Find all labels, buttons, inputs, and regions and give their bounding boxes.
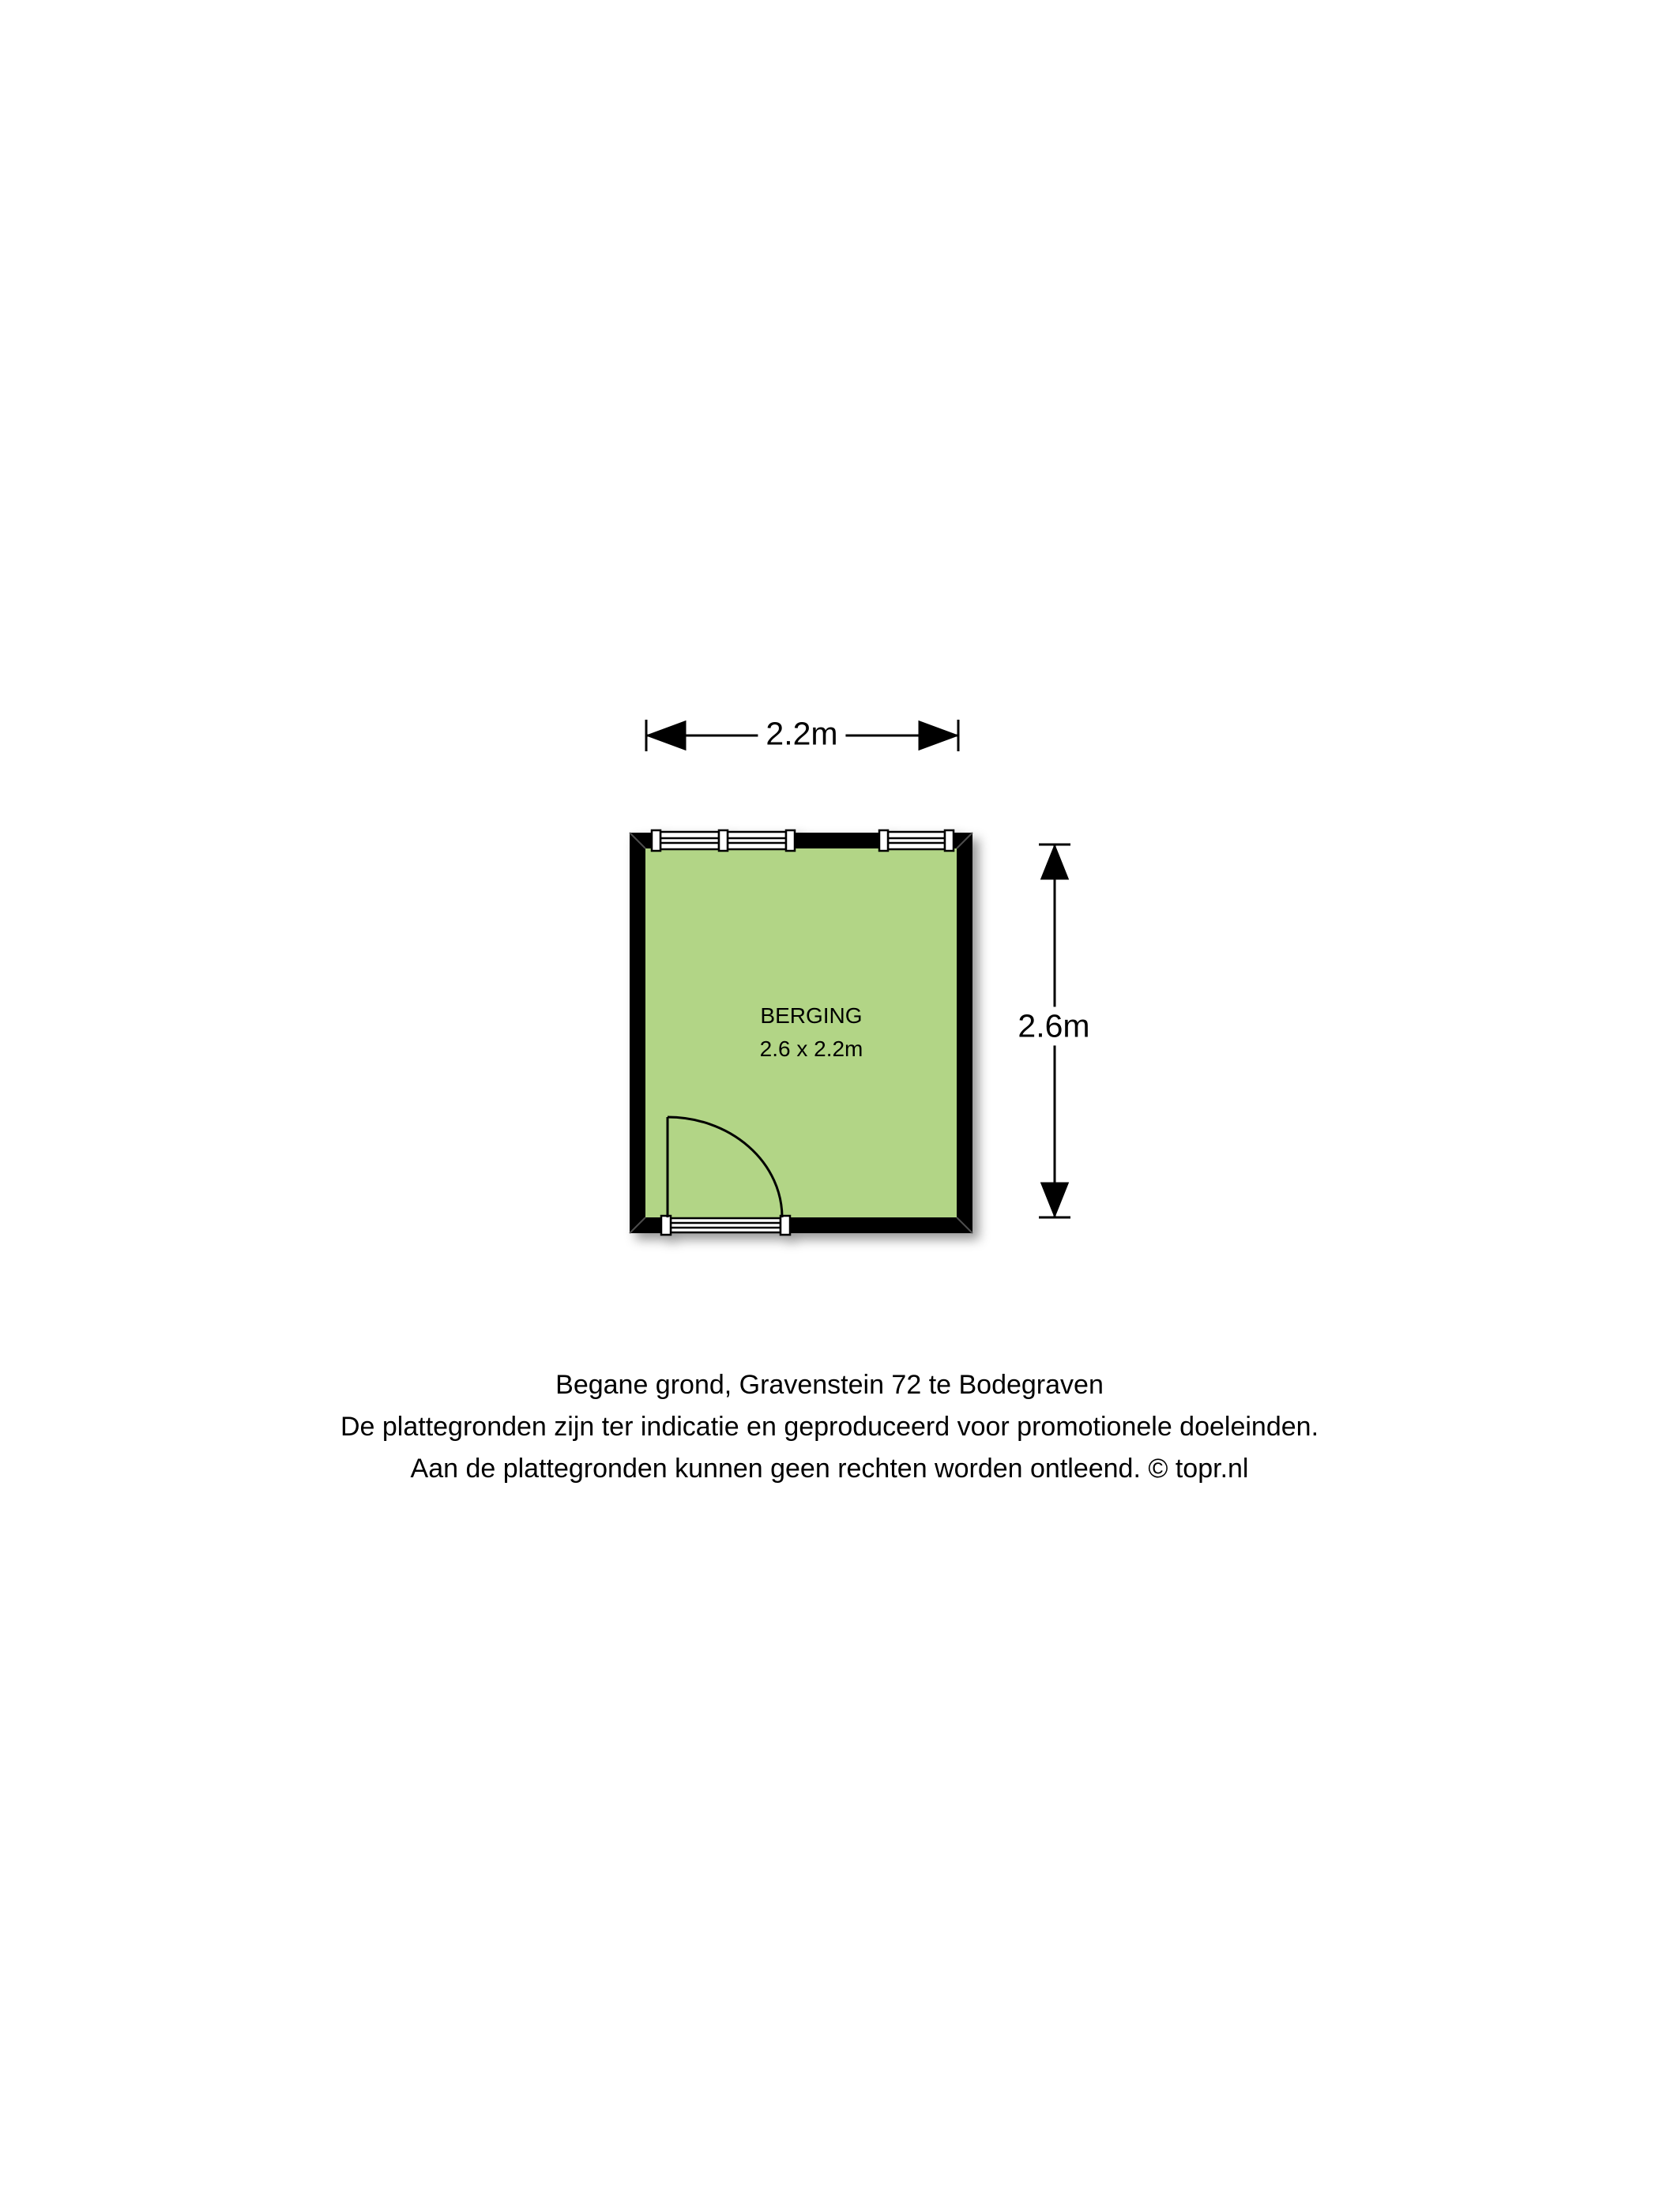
room-label-block xyxy=(760,999,863,1066)
footer-text xyxy=(0,1364,1659,1490)
footer-line-disclaimer-1: De plattegronden zijn ter indicatie en geproduceerd voor promotionele doeleinden. xyxy=(340,1412,1319,1442)
dimension-height-label: 2.6m xyxy=(1010,1006,1097,1045)
window-top-left xyxy=(652,830,795,851)
window-top-right xyxy=(879,830,954,851)
room-name-label: BERGING xyxy=(760,1003,863,1028)
arrowhead-up-icon xyxy=(1042,847,1067,878)
footer-line-disclaimer-2: Aan de plattegronden kunnen geen rechten worden ontleend. © topr.nl xyxy=(410,1454,1249,1484)
door-sill xyxy=(661,1216,790,1235)
arrowhead-left-icon xyxy=(649,722,685,749)
dimension-width-label: 2.2m xyxy=(758,714,845,753)
arrowhead-right-icon xyxy=(920,722,956,749)
footer-line-address: Begane grond, Gravenstein 72 te Bodegraven xyxy=(555,1370,1104,1400)
room-size-label: 2.6 x 2.2m xyxy=(759,1036,863,1061)
arrowhead-down-icon xyxy=(1042,1183,1067,1215)
